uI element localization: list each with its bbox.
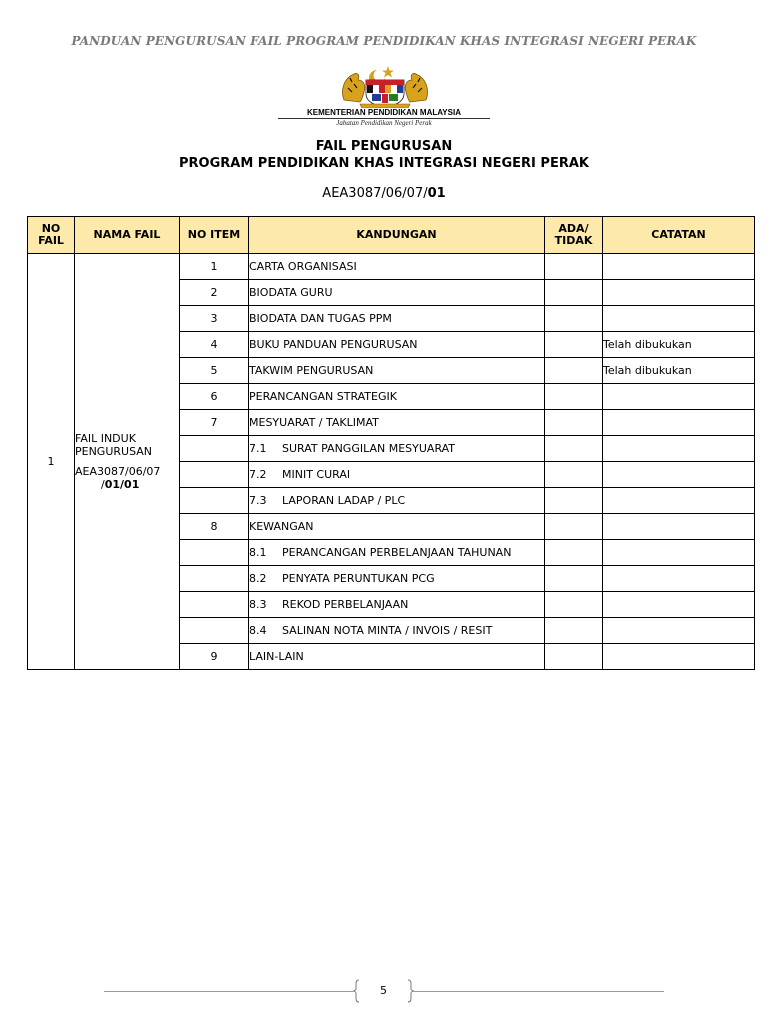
item-number-cell: 2 — [180, 280, 249, 306]
content-cell — [249, 358, 545, 384]
file-name-cell — [75, 254, 180, 670]
content-cell — [249, 410, 545, 436]
item-number-cell — [180, 436, 249, 462]
footer-rule-right — [414, 991, 664, 992]
file-name: FAIL INDUK PENGURUSAN — [75, 432, 153, 458]
header-ada-tidak: ADA/ TIDAK — [545, 217, 603, 254]
item-number-cell: 6 — [180, 384, 249, 410]
sub-item-number: 8.1 — [249, 546, 267, 559]
running-header: PANDUAN PENGURUSAN FAIL PROGRAM PENDIDIKAN KHAS INTEGRASI NEGERI PERAK — [71, 34, 697, 48]
file-reference-number: 01 — [427, 186, 446, 201]
table-body — [28, 254, 755, 670]
item-number-cell: 9 — [180, 644, 249, 670]
catatan-cell — [603, 540, 755, 566]
sub-item-number: 7.1 — [249, 442, 267, 455]
file-contents-table — [27, 216, 755, 670]
document-subtitle: PROGRAM PENDIDIKAN KHAS INTEGRASI NEGERI PERAK — [179, 156, 589, 171]
header-nama-fail: NAMA FAIL — [75, 217, 180, 254]
item-number-cell: 7 — [180, 410, 249, 436]
item-number-cell: 1 — [180, 254, 249, 280]
sub-item-number: 8.2 — [249, 572, 267, 585]
catatan-cell — [603, 462, 755, 488]
content-cell — [249, 566, 545, 592]
file-reference-line2-prefix: / — [101, 478, 105, 491]
sub-item-number: 8.3 — [249, 598, 267, 611]
item-number-cell — [180, 566, 249, 592]
content-cell — [249, 384, 545, 410]
ada-tidak-cell — [545, 618, 603, 644]
catatan-cell — [603, 410, 755, 436]
content-cell — [249, 254, 545, 280]
page-number-box — [353, 979, 414, 1003]
file-reference-line2-number: 01/01 — [104, 478, 140, 491]
header-no-item: NO ITEM — [180, 217, 249, 254]
department-name: Jabatan Pendidikan Negeri Perak — [336, 119, 432, 127]
sub-item-number: 7.3 — [249, 494, 267, 507]
catatan-cell — [603, 592, 755, 618]
ada-tidak-cell — [545, 514, 603, 540]
file-reference-line1: AEA3087/06/07 — [75, 465, 161, 478]
table-row — [28, 254, 755, 280]
content-text: LAIN-LAIN — [249, 650, 304, 663]
content-text: PERANCANGAN STRATEGIK — [249, 390, 397, 403]
item-number-cell — [180, 618, 249, 644]
item-number-cell — [180, 540, 249, 566]
file-number-cell: 1 — [28, 254, 75, 670]
content-text: BIODATA GURU — [249, 286, 333, 299]
ada-tidak-cell — [545, 306, 603, 332]
file-reference-prefix: AEA3087/06/07/ — [322, 186, 428, 201]
content-text: MINIT CURAI — [282, 468, 351, 481]
ada-tidak-cell — [545, 540, 603, 566]
ada-tidak-cell — [545, 410, 603, 436]
sub-item-number: 8.4 — [249, 624, 267, 637]
ada-tidak-cell — [545, 384, 603, 410]
content-cell — [249, 280, 545, 306]
content-text: KEWANGAN — [249, 520, 314, 533]
catatan-cell — [603, 280, 755, 306]
content-cell — [249, 618, 545, 644]
content-text: SALINAN NOTA MINTA / INVOIS / RESIT — [282, 624, 493, 637]
ada-tidak-cell — [545, 592, 603, 618]
item-number-cell: 4 — [180, 332, 249, 358]
item-number-cell: 8 — [180, 514, 249, 540]
catatan-cell — [603, 644, 755, 670]
catatan-cell — [603, 618, 755, 644]
header-kandungan: KANDUNGAN — [249, 217, 545, 254]
file-reference — [0, 186, 768, 201]
document-title: FAIL PENGURUSAN — [315, 139, 453, 154]
item-number-cell — [180, 462, 249, 488]
content-cell — [249, 306, 545, 332]
file-name-reference — [75, 465, 179, 491]
content-text: LAPORAN LADAP / PLC — [282, 494, 406, 507]
content-cell — [249, 540, 545, 566]
content-text: MESYUARAT / TAKLIMAT — [249, 416, 379, 429]
content-text: PENYATA PERUNTUKAN PCG — [282, 572, 435, 585]
catatan-cell — [603, 566, 755, 592]
content-text: SURAT PANGGILAN MESYUARAT — [282, 442, 456, 455]
catatan-cell: Telah dibukukan — [603, 332, 755, 358]
ada-tidak-cell — [545, 566, 603, 592]
content-cell — [249, 462, 545, 488]
catatan-cell — [603, 436, 755, 462]
page-number: 5 — [380, 984, 387, 997]
ada-tidak-cell — [545, 488, 603, 514]
item-number-cell — [180, 592, 249, 618]
content-cell — [249, 592, 545, 618]
catatan-cell — [603, 384, 755, 410]
ada-tidak-cell — [545, 462, 603, 488]
catatan-cell: Telah dibukukan — [603, 358, 755, 384]
item-number-cell — [180, 488, 249, 514]
ada-tidak-cell — [545, 358, 603, 384]
item-number-cell: 5 — [180, 358, 249, 384]
footer-rule-left — [104, 991, 353, 992]
catatan-cell — [603, 254, 755, 280]
table-header-row — [28, 217, 755, 254]
ada-tidak-cell — [545, 332, 603, 358]
content-cell — [249, 436, 545, 462]
ada-tidak-cell — [545, 644, 603, 670]
ada-tidak-cell — [545, 254, 603, 280]
content-text: CARTA ORGANISASI — [249, 260, 357, 273]
sub-item-number: 7.2 — [249, 468, 267, 481]
ada-tidak-cell — [545, 436, 603, 462]
catatan-cell — [603, 514, 755, 540]
catatan-cell — [603, 306, 755, 332]
ada-tidak-cell — [545, 280, 603, 306]
content-cell — [249, 332, 545, 358]
content-cell — [249, 644, 545, 670]
content-text: BUKU PANDUAN PENGURUSAN — [249, 338, 418, 351]
header-no-fail: NO FAIL — [28, 217, 75, 254]
content-text: PERANCANGAN PERBELANJAAN TAHUNAN — [282, 546, 512, 559]
content-cell — [249, 488, 545, 514]
ministry-name: KEMENTERIAN PENDIDIKAN MALAYSIA — [278, 108, 490, 119]
item-number-cell: 3 — [180, 306, 249, 332]
content-text: TAKWIM PENGURUSAN — [249, 364, 374, 377]
content-text: REKOD PERBELANJAAN — [282, 598, 409, 611]
content-text: BIODATA DAN TUGAS PPM — [249, 312, 392, 325]
catatan-cell — [603, 488, 755, 514]
header-catatan: CATATAN — [603, 217, 755, 254]
content-cell — [249, 514, 545, 540]
file-reference-line2 — [75, 478, 179, 491]
